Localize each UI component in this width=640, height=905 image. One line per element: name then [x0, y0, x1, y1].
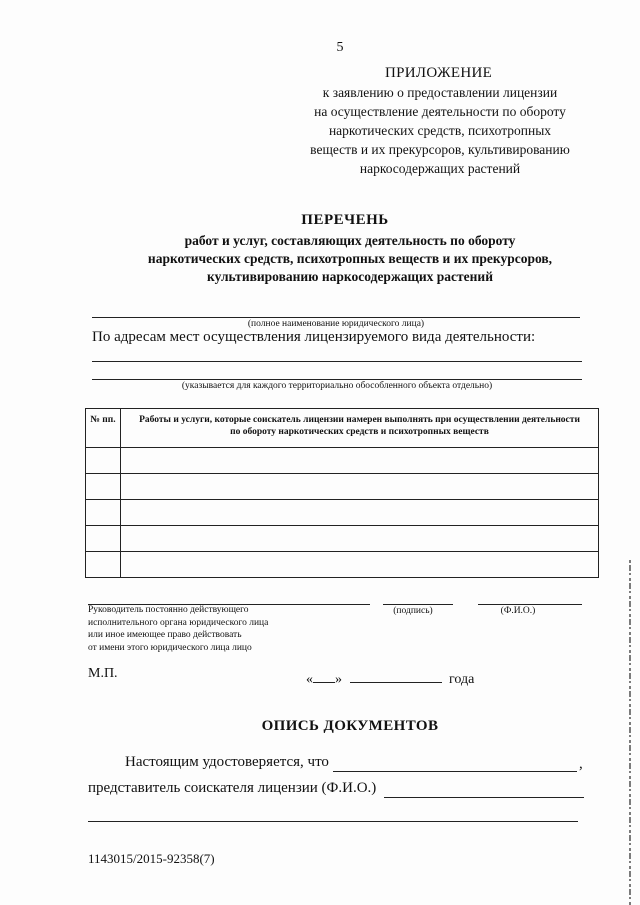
appendix-title: ПРИЛОЖЕНИЕ: [385, 65, 493, 81]
full-name-caption: (Ф.И.О.): [500, 606, 536, 616]
appendix-line: веществ и их прекурсоров, культивированию: [310, 142, 570, 157]
signer-line-text: или иное имеющее право действовать: [88, 630, 242, 640]
appendix-line: на осуществление деятельности по обороту: [314, 104, 566, 119]
org-name-line[interactable]: [92, 317, 580, 318]
column-header-works: Работы и услуги, которые соискатель лицензии намерен выполнять при осуществлении деятельности по обороту наркотических средств и психотропных веществ: [121, 409, 599, 448]
list-title: ПЕРЕЧЕНЬ: [301, 212, 389, 228]
row-work-cell[interactable]: [121, 500, 599, 526]
list-subtitle: [80, 232, 620, 286]
stamp-label: М.П.: [88, 666, 118, 681]
signer-description: [88, 604, 268, 654]
extra-line[interactable]: [88, 821, 578, 822]
appendix-line: наркосодержащих растений: [359, 161, 521, 176]
row-number-cell[interactable]: [86, 474, 121, 500]
table-row: [86, 500, 599, 526]
table-row: [86, 552, 599, 578]
column-header-number: № пп.: [86, 409, 121, 448]
document-id: 1143015/2015-92358(7): [88, 851, 215, 866]
representative-line[interactable]: [384, 797, 584, 798]
appendix-line: к заявлению о предоставлении лицензии: [322, 85, 558, 100]
scan-edge-mark: [624, 560, 636, 905]
date-open-quote: «: [306, 672, 313, 687]
address-line-1[interactable]: [92, 361, 582, 362]
row-work-cell[interactable]: [121, 552, 599, 578]
certify-comma: ,: [579, 756, 583, 772]
appendix-description: [270, 83, 610, 178]
org-name-caption: (полное наименование юридического лица): [247, 319, 425, 329]
list-subtitle-line: культивированию наркосодержащих растений: [206, 269, 493, 284]
signer-line-text: Руководитель постоянно действующего: [88, 605, 249, 615]
year-word: года: [449, 672, 475, 687]
row-number-cell[interactable]: [86, 448, 121, 474]
date-close-quote: »: [335, 672, 342, 687]
row-work-cell[interactable]: [121, 448, 599, 474]
services-table: [85, 408, 599, 578]
row-work-cell[interactable]: [121, 474, 599, 500]
address-caption: (указывается для каждого территориально обособленного объекта отдельно): [181, 381, 493, 391]
signature-line[interactable]: [383, 604, 453, 605]
row-number-cell[interactable]: [86, 552, 121, 578]
page-number: 5: [336, 40, 344, 55]
list-subtitle-line: работ и услуг, составляющих деятельность по обороту: [184, 233, 516, 248]
row-number-cell[interactable]: [86, 526, 121, 552]
representative-text: представитель соискателя лицензии (Ф.И.О.): [88, 780, 377, 796]
table-row: [86, 474, 599, 500]
day-blank[interactable]: [313, 668, 335, 683]
table-row: [86, 448, 599, 474]
table-row: [86, 526, 599, 552]
month-blank[interactable]: [350, 668, 442, 683]
signature-caption: (подпись): [393, 606, 433, 616]
signer-line-text: исполнительного органа юридического лица: [88, 617, 269, 628]
row-number-cell[interactable]: [86, 500, 121, 526]
row-work-cell[interactable]: [121, 526, 599, 552]
date-field: [306, 668, 474, 688]
full-name-line[interactable]: [478, 604, 582, 605]
table-header-row: [86, 409, 599, 448]
list-subtitle-line: наркотических средств, психотропных веществ и их прекурсоров,: [147, 251, 553, 266]
signer-line-text: от имени этого юридического лица лицо: [88, 642, 252, 653]
address-label: По адресам мест осуществления лицензируемого вида деятельности:: [92, 329, 536, 345]
certify-text: Настоящим удостоверяется, что: [125, 754, 329, 770]
certify-line[interactable]: [333, 771, 577, 772]
address-line-2[interactable]: [92, 379, 582, 380]
appendix-line: наркотических средств, психотропных: [328, 123, 552, 138]
inventory-title: ОПИСЬ ДОКУМЕНТОВ: [261, 718, 439, 734]
